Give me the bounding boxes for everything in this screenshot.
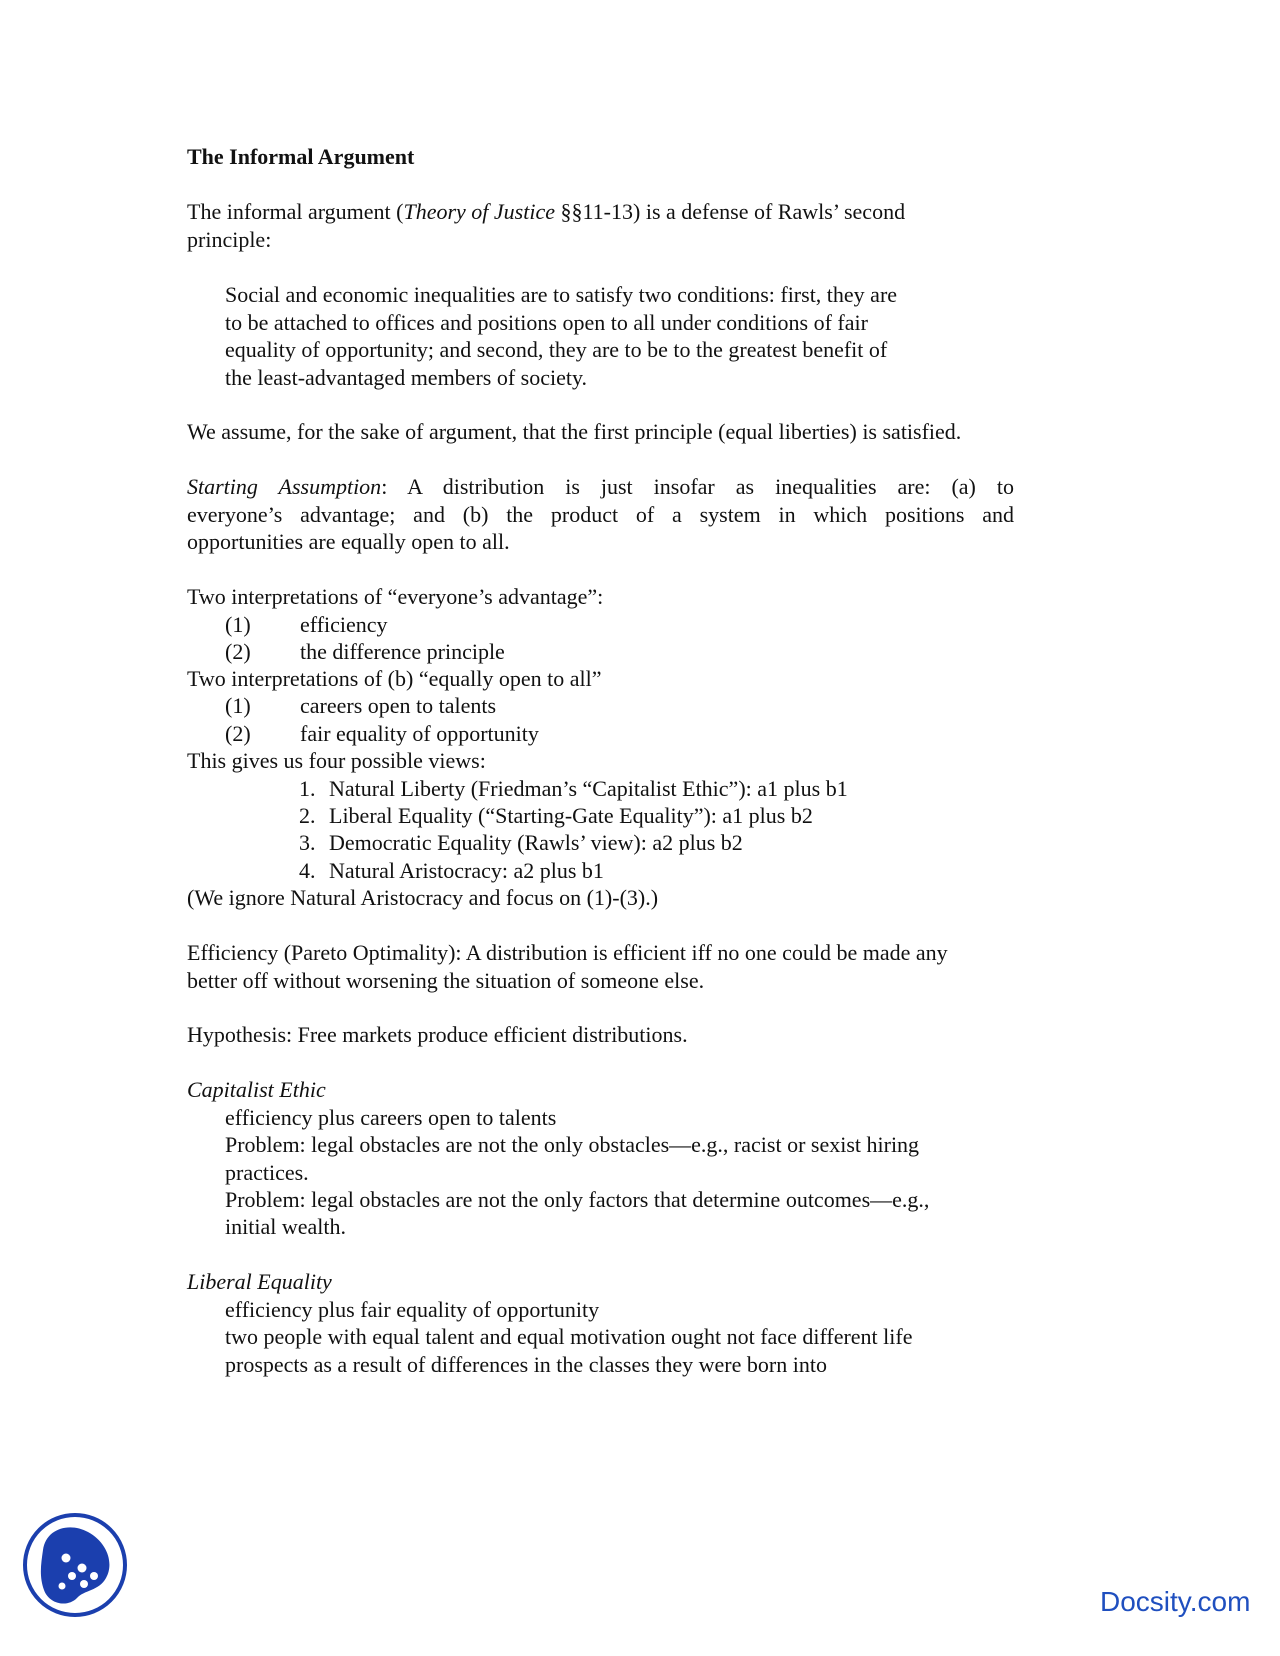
view-item: 2. Liberal Equality (“Starting-Gate Equality”): a1 plus b2 (299, 803, 813, 828)
interpretations-a-title: Two interpretations of “everyone’s advantage”: (187, 584, 604, 609)
starting-assumption-line-1: Starting Assumption: A distribution is just insofar as inequalities are: (a) to (187, 474, 1014, 499)
views-note: (We ignore Natural Aristocracy and focus on (1)-(3).) (187, 885, 659, 910)
capitalist-ethic-line: efficiency plus careers open to talents (225, 1105, 557, 1130)
block-quote-line: to be attached to offices and positions open to all under conditions of fair (225, 310, 868, 335)
list-item: (1) careers open to talents (225, 693, 497, 718)
docsity-brand-link[interactable]: Docsity.com (1100, 1586, 1251, 1617)
docsity-logo-icon[interactable] (22, 1512, 128, 1618)
block-quote-line: Social and economic inequalities are to satisfy two conditions: first, they are (225, 282, 898, 307)
intro-line-2: principle: (187, 227, 272, 252)
block-quote-line: equality of opportunity; and second, they are to be to the greatest benefit of (225, 337, 888, 362)
list-item: (2) the difference principle (225, 639, 505, 664)
capitalist-ethic-line: Problem: legal obstacles are not the only obstacles—e.g., racist or sexist hiring (225, 1132, 920, 1157)
assumption-paragraph: We assume, for the sake of argument, that the first principle (equal liberties) is satisfied. (187, 419, 962, 444)
capitalist-ethic-line: Problem: legal obstacles are not the only factors that determine outcomes—e.g., (225, 1187, 930, 1212)
efficiency-line-2: better off without worsening the situation of someone else. (187, 968, 705, 993)
intro-line-1: The informal argument (Theory of Justice §§11-13) is a defense of Rawls’ second (187, 199, 906, 224)
list-item: (1) efficiency (225, 612, 388, 637)
view-item: 1. Natural Liberty (Friedman’s “Capitalist Ethic”): a1 plus b1 (299, 776, 848, 801)
starting-assumption-line-3: opportunities are equally open to all. (187, 529, 510, 554)
liberal-equality-heading: Liberal Equality (187, 1269, 332, 1294)
interpretations-b-title: Two interpretations of (b) “equally open to all” (187, 666, 602, 691)
views-title: This gives us four possible views: (187, 748, 486, 773)
list-item: (2) fair equality of opportunity (225, 721, 539, 746)
capitalist-ethic-line: initial wealth. (225, 1214, 346, 1239)
hypothesis: Hypothesis: Free markets produce efficient distributions. (187, 1022, 688, 1047)
starting-assumption-line-2: everyone’s advantage; and (b) the product of a system in which positions and (187, 502, 1014, 527)
capitalist-ethic-heading: Capitalist Ethic (187, 1077, 326, 1102)
liberal-equality-line: two people with equal talent and equal motivation ought not face different life (225, 1324, 913, 1349)
block-quote-line: the least-advantaged members of society. (225, 365, 588, 390)
page-title: The Informal Argument (187, 144, 415, 169)
liberal-equality-line: prospects as a result of differences in the classes they were born into (225, 1352, 827, 1377)
liberal-equality-line: efficiency plus fair equality of opportunity (225, 1297, 600, 1322)
efficiency-line-1: Efficiency (Pareto Optimality): A distribution is efficient iff no one could be made any (187, 940, 948, 965)
view-item: 4. Natural Aristocracy: a2 plus b1 (299, 858, 604, 883)
view-item: 3. Democratic Equality (Rawls’ view): a2 plus b2 (299, 830, 743, 855)
capitalist-ethic-line: practices. (225, 1160, 309, 1185)
